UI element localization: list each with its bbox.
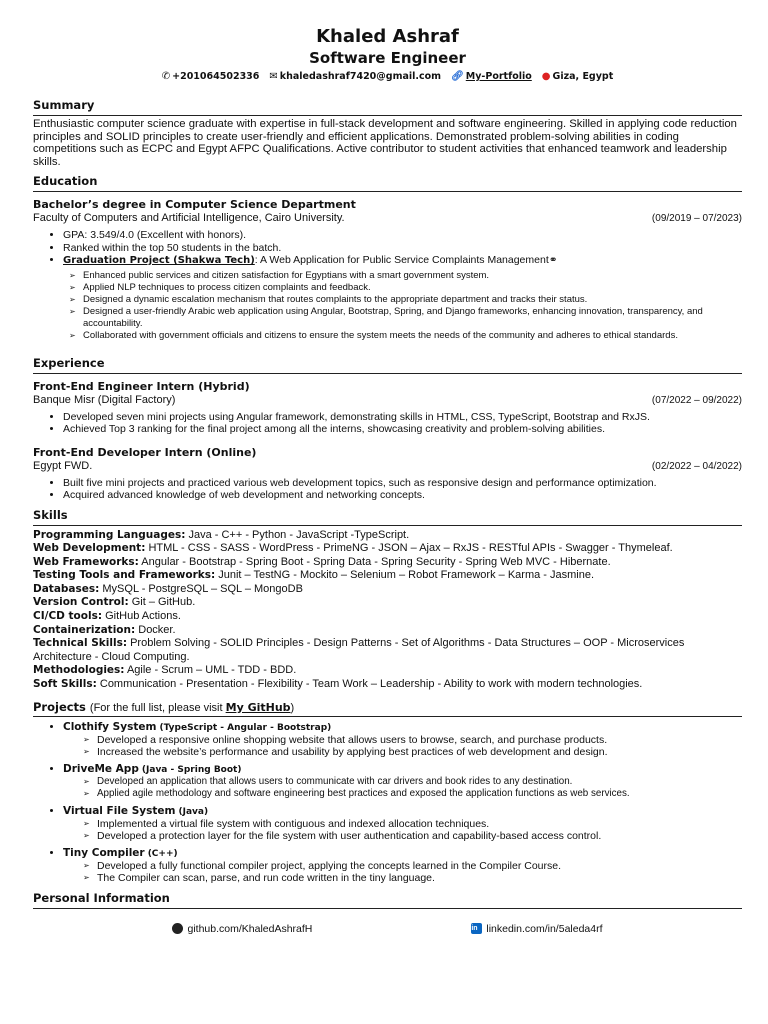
- skill-label: Databases:: [33, 582, 100, 595]
- candidate-role: Software Engineer: [309, 49, 466, 67]
- project-name: DriveMe App: [63, 762, 139, 775]
- skill-value: Angular - Bootstrap - Spring Boot - Spring Data - Spring Security - Spring Web MVC - Hibernate.: [138, 555, 611, 568]
- education-dates: (09/2019 – 07/2023): [651, 213, 742, 224]
- job-bullets: [33, 477, 742, 502]
- list-item: ➢ Collaborated with government officials and citizens to ensure the system meets the needs of the community and adheres to ethical standards.: [69, 330, 742, 342]
- experience-section: [33, 356, 742, 502]
- phone-number: +201064502336: [172, 71, 260, 82]
- education-bullets: [33, 229, 742, 268]
- github-projects-link[interactable]: My GitHub: [225, 700, 291, 714]
- list-item: ➢ Designed a dynamic escalation mechanism that routes complaints to the appropriate department and tracks their status.: [69, 294, 742, 306]
- list-item: ➢ Enhanced public services and citizen satisfaction for Egyptians with a smart government system.: [69, 270, 742, 282]
- portfolio-contact[interactable]: [451, 71, 532, 82]
- graduation-project-points: [33, 270, 742, 342]
- skill-label: Methodologies:: [33, 664, 125, 677]
- list-item: ➢ Designed a user-friendly Arabic web application using Angular, Bootstrap, Spring, and Django frameworks, enhancing innovation, transparency, and accountability.: [69, 306, 742, 330]
- list-item: ➢ Applied NLP techniques to process citizen complaints and feedback.: [69, 282, 742, 294]
- summary-heading: Summary: [33, 98, 742, 116]
- phone-contact[interactable]: [162, 71, 260, 82]
- github-url: github.com/KhaledAshrafH: [187, 922, 313, 935]
- project-name: Tiny Compiler: [63, 846, 145, 859]
- phone-icon: ✆: [161, 71, 171, 82]
- skill-label: Web Development:: [33, 542, 146, 555]
- list-item: ➢ Developed a responsive online shopping website that allows users to browse, search, and purchase products.: [83, 734, 742, 747]
- list-item: ➢ The Compiler can scan, parse, and run code written in the tiny language.: [83, 872, 742, 885]
- project-item: [63, 763, 742, 801]
- linkedin-url: linkedin.com/in/5aleda4rf: [486, 922, 603, 935]
- email-address: khaledashraf7420@gmail.com: [279, 71, 442, 82]
- location-text: Giza, Egypt: [552, 71, 614, 82]
- job-title: Front-End Developer Intern (Online): [33, 445, 257, 459]
- location-contact: [542, 71, 613, 82]
- skill-value: Agile - Scrum – UML - TDD - BDD.: [124, 664, 297, 677]
- projects-section: [33, 700, 742, 885]
- skill-value: GitHub Actions.: [102, 610, 181, 623]
- projects-note-close: ): [290, 701, 295, 714]
- personal-info-section: [33, 891, 742, 935]
- projects-list: [33, 721, 742, 885]
- skill-value: Problem Solving - SOLID Principles - Design Patterns - Set of Algorithms - Data Structures – OOP - Microservices Architecture - Cloud Computing.: [33, 637, 685, 663]
- project-name: Virtual File System: [63, 804, 176, 817]
- project-tech: (TypeScript - Angular - Bootstrap): [159, 722, 332, 733]
- resume-header: [33, 0, 742, 82]
- skill-label: CI/CD tools:: [33, 610, 103, 623]
- school-row: [33, 212, 742, 225]
- project-points: [63, 860, 742, 885]
- skills-heading: Skills: [33, 508, 742, 526]
- project-tech: (Java): [178, 806, 209, 817]
- job-title: Front-End Engineer Intern (Hybrid): [33, 379, 250, 393]
- experience-heading: Experience: [33, 356, 742, 374]
- skill-row: [33, 556, 742, 570]
- job-bullets: [33, 411, 742, 436]
- skill-label: Web Frameworks:: [33, 555, 139, 568]
- education-heading: Education: [33, 174, 742, 192]
- list-item: • Built five mini projects and practiced various web development topics, such as responsive design and performance optimization.: [63, 477, 742, 490]
- location-pin-icon: ●: [541, 71, 551, 82]
- job-dates: (02/2022 – 04/2022): [651, 460, 742, 472]
- job-dates: (07/2022 – 09/2022): [651, 394, 742, 406]
- list-item: • Ranked within the top 50 students in the batch.: [63, 242, 742, 255]
- skill-row: [33, 569, 742, 583]
- projects-heading-row: [33, 700, 742, 717]
- project-points: [63, 734, 742, 759]
- project-points: [63, 818, 742, 843]
- job-company: Egypt FWD.: [33, 459, 93, 472]
- link-icon: ⚭: [548, 254, 558, 266]
- job-company: Banque Misr (Digital Factory): [33, 393, 176, 406]
- projects-note: [90, 701, 294, 714]
- skill-label: Technical Skills:: [33, 637, 128, 650]
- skill-value: Git – GitHub.: [128, 596, 196, 609]
- list-item: ➢ Increased the website’s performance and usability by applying best practices of web development and design.: [83, 746, 742, 759]
- graduation-project-link[interactable]: Graduation Project (Shakwa Tech): [63, 255, 255, 266]
- link-icon: 🔗︎: [451, 71, 464, 82]
- github-profile[interactable]: [172, 923, 312, 935]
- skill-row: [33, 610, 742, 624]
- list-item: ➢ Applied agile methodology and software engineering best practices and exposed the application functions as web services.: [83, 788, 742, 801]
- project-item: [63, 847, 742, 885]
- skill-row: [33, 596, 742, 610]
- summary-text: Enthusiastic computer science graduate with expertise in full-stack development and software engineering. Skilled in applying code reduction principles and SOLID principles to create user-friendly and efficient applications. Demonstrated problem-solving abilities in coding competitions such as ECPC and Egypt AFPC Qualifications. Active contributor to student activities that enhanced teamwork and leadership skills.: [33, 118, 737, 168]
- skill-label: Containerization:: [33, 623, 136, 636]
- job-company-row: [33, 460, 742, 473]
- degree-title: Bachelor’s degree in Computer Science Department: [33, 198, 356, 211]
- github-icon: [172, 923, 183, 934]
- personal-info-heading: Personal Information: [33, 891, 742, 909]
- linkedin-icon: in: [471, 923, 482, 934]
- projects-heading: Projects: [33, 699, 86, 714]
- project-name: Clothify System: [63, 720, 157, 733]
- skills-section: [33, 508, 742, 692]
- project-tech: (Java - Spring Boot): [141, 764, 242, 775]
- skill-row: [33, 664, 742, 678]
- list-item: ➢ Implemented a virtual file system with contiguous and indexed allocation techniques.: [83, 818, 742, 831]
- candidate-name: Khaled Ashraf: [316, 26, 459, 47]
- skill-label: Programming Languages:: [33, 528, 186, 541]
- skill-row: [33, 624, 742, 638]
- job-company-row: [33, 394, 742, 407]
- linkedin-profile[interactable]: [471, 923, 602, 935]
- skill-row: [33, 678, 742, 692]
- graduation-project-item: [63, 254, 742, 268]
- skill-label: Testing Tools and Frameworks:: [33, 569, 216, 582]
- email-contact[interactable]: [269, 71, 441, 82]
- contact-bar: [33, 71, 742, 82]
- skill-value: Docker.: [135, 623, 176, 636]
- list-item: • Developed seven mini projects using Angular framework, demonstrating skills in HTML, CSS, TypeScript, Bootstrap and RxJS.: [63, 411, 742, 424]
- project-points: [63, 776, 742, 801]
- list-item: ➢ Developed a fully functional compiler project, applying the concepts learned in the Compiler Course.: [83, 860, 742, 873]
- list-item: ➢ Developed an application that allows users to communicate with car drivers and book rides to any destination.: [83, 776, 742, 789]
- skill-value: Communication - Presentation - Flexibility - Team Work – Leadership - Ability to work with modern technologies.: [96, 678, 643, 691]
- school-name: Faculty of Computers and Artificial Intelligence, Cairo University.: [33, 212, 345, 224]
- skill-label: Version Control:: [33, 596, 129, 609]
- skill-row: [33, 542, 742, 556]
- graduation-project-desc: : A Web Application for Public Service Complaints Management: [254, 254, 549, 266]
- list-item: • Achieved Top 3 ranking for the final project among all the interns, showcasing creativity and problem-solving abilities.: [63, 423, 742, 436]
- list-item: • Acquired advanced knowledge of web development and networking concepts.: [63, 489, 742, 502]
- skill-value: MySQL - PostgreSQL – SQL – MongoDB: [99, 582, 303, 595]
- skill-value: Java - C++ - Python - JavaScript -TypeScript.: [185, 528, 410, 541]
- project-item: [63, 721, 742, 759]
- education-section: [33, 174, 742, 342]
- envelope-icon: ✉: [269, 71, 278, 82]
- skill-label: Soft Skills:: [33, 678, 97, 691]
- portfolio-link[interactable]: My-Portfolio: [465, 71, 532, 82]
- skill-row: [33, 583, 742, 597]
- project-item: [63, 805, 742, 843]
- skill-row: [33, 637, 742, 664]
- summary-section: [33, 98, 742, 168]
- list-item: • GPA: 3.549/4.0 (Excellent with honors).: [63, 229, 742, 242]
- skill-value: HTML - CSS - SASS - WordPress - PrimeNG - JSON – Ajax – RxJS - RESTful APIs - Swagger - Thymeleaf.: [145, 542, 673, 555]
- list-item: ➢ Developed a protection layer for the file system with user authentication and capability-based access control.: [83, 830, 742, 843]
- skills-list: [33, 529, 742, 692]
- projects-note-open: (For the full list, please visit: [89, 701, 226, 714]
- skill-row: [33, 529, 742, 543]
- social-links: [33, 923, 742, 935]
- skill-value: Junit – TestNG - Mockito – Selenium – Robot Framework – Karma - Jasmine.: [215, 569, 595, 582]
- project-tech: (C++): [147, 848, 178, 859]
